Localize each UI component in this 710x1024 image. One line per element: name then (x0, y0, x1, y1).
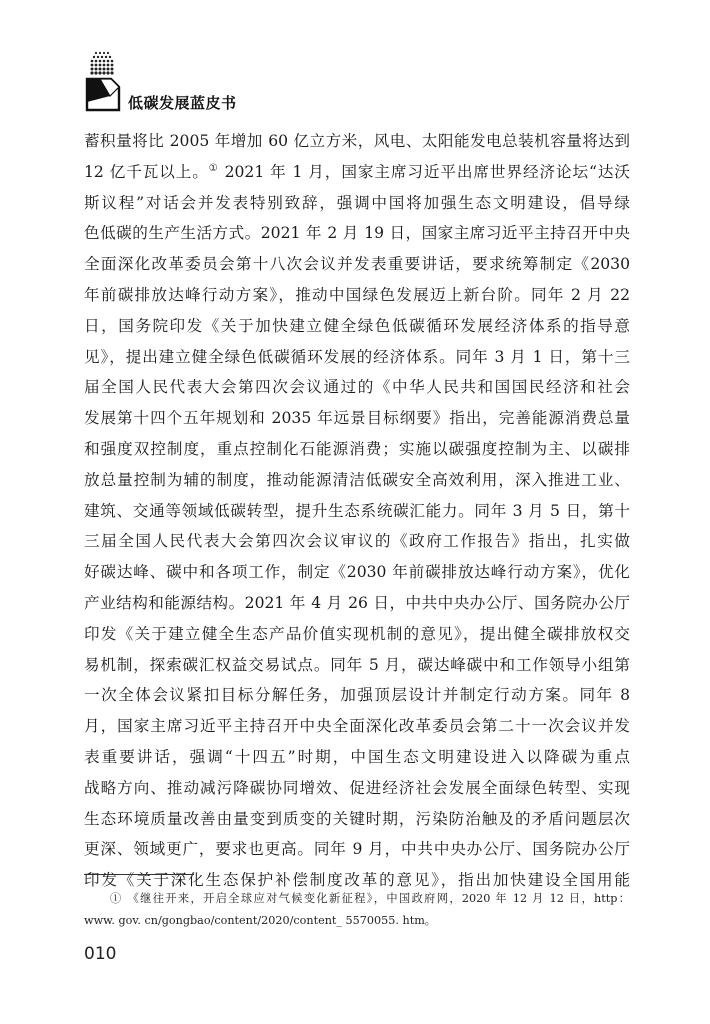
body-line: 印发《关于建立健全生态产品价值实现机制的意见》，提出健全碳排放权交 (84, 624, 630, 643)
body-paragraph (84, 126, 630, 896)
body-line: 发展第十四个五年规划和 2035 年远景目标纲要》指出，完善能源消费总量 (84, 409, 630, 428)
body-line: 易机制，探索碳汇权益交易试点。同年 5 月，碳达峰碳中和工作领导小组第 (84, 655, 630, 674)
body-line-segment: 12 亿千瓦以上。 (84, 162, 209, 181)
body-line: 全面深化改革委员会第十八次会议并发表重要讲话，要求统筹制定《2030 (84, 255, 630, 274)
body-line-segment: 2021 年 1 月，国家主席习近平出席世界经济论坛“达沃 (224, 162, 630, 181)
body-line: 建筑、交通等领域低碳转型，提升生态系统碳汇能力。同年 3 月 5 日，第十 (84, 501, 630, 520)
book-logo-icon (84, 50, 122, 112)
body-line: 斯议程”对话会并发表特别致辞，强调中国将加强生态文明建设，倡导绿 (84, 193, 630, 212)
body-line: 更深、领域更广，要求也更高。同年 9 月，中共中央办公厅、国务院办公厅 (84, 840, 630, 859)
running-header (84, 50, 304, 120)
body-line: 生态环境质量改善由量变到质变的关键时期，污染防治触及的矛盾问题层次 (84, 809, 630, 828)
footnote-reference: ① (208, 162, 219, 174)
footnote-divider (84, 874, 194, 875)
footnote (84, 888, 630, 932)
body-line: 战略方向、推动减污降碳协同增效、促进经济社会发展全面绿色转型、实现 (84, 778, 630, 797)
body-line: 印发《关于深化生态保护补偿制度改革的意见》，指出加快建设全国用能 (84, 871, 630, 890)
footnote-citation: 《继往开来，开启全球应对气候变化新征程》，中国政府网，2020 年 12 月 12 日，http： (127, 892, 630, 905)
body-line: 日，国务院印发《关于加快建立健全绿色低碳循环发展经济体系的指导意 (84, 316, 630, 335)
page-number: 010 (84, 944, 117, 964)
body-line: 蓄积量将比 2005 年增加 60 亿立方米，风电、太阳能发电总装机容量将达到 (84, 132, 630, 150)
body-line: 色低碳的生产生活方式。2021 年 2 月 19 日，国家主席习近平主持召开中央 (84, 224, 630, 243)
footnote-line (84, 888, 630, 910)
body-line: 见》，提出建立健全绿色低碳循环发展的经济体系。同年 3 月 1 日，第十三 (84, 347, 630, 366)
body-line: 表重要讲话，强调“十四五”时期，中国生态文明建设进入以降碳为重点 (84, 747, 630, 766)
footnote-marker: ① (110, 892, 123, 905)
body-line: 好碳达峰、碳中和各项工作，制定《2030 年前碳排放达峰行动方案》，优化 (84, 563, 630, 582)
footnote-url: www. gov. cn/gongbao/content/2020/content_ 5570055. htm。 (84, 914, 436, 927)
body-line: 年前碳排放达峰行动方案》，推动中国绿色发展迈上新台阶。同年 2 月 22 (84, 285, 630, 304)
body-line: 三届全国人民代表大会第四次会议审议的《政府工作报告》指出，扎实做 (84, 532, 630, 551)
body-line: 放总量控制为辅的制度，推动能源清洁低碳安全高效利用，深入推进工业、 (84, 470, 630, 489)
body-line (84, 157, 630, 188)
body-line: 和强度双控制度，重点控制化石能源消费；实施以碳强度控制为主、以碳排 (84, 439, 630, 458)
body-line: 产业结构和能源结构。2021 年 4 月 26 日，中共中央办公厅、国务院办公厅 (84, 593, 630, 612)
body-line: 月，国家主席习近平主持召开中央全面深化改革委员会第二十一次会议并发 (84, 717, 630, 736)
series-title: 低碳发展蓝皮书 (128, 94, 237, 112)
body-line: 一次全体会议紧扣目标分解任务，加强顶层设计并制定行动方案。同年 8 (84, 686, 630, 705)
body-line: 届全国人民代表大会第四次会议通过的《中华人民共和国国民经济和社会 (84, 378, 630, 397)
